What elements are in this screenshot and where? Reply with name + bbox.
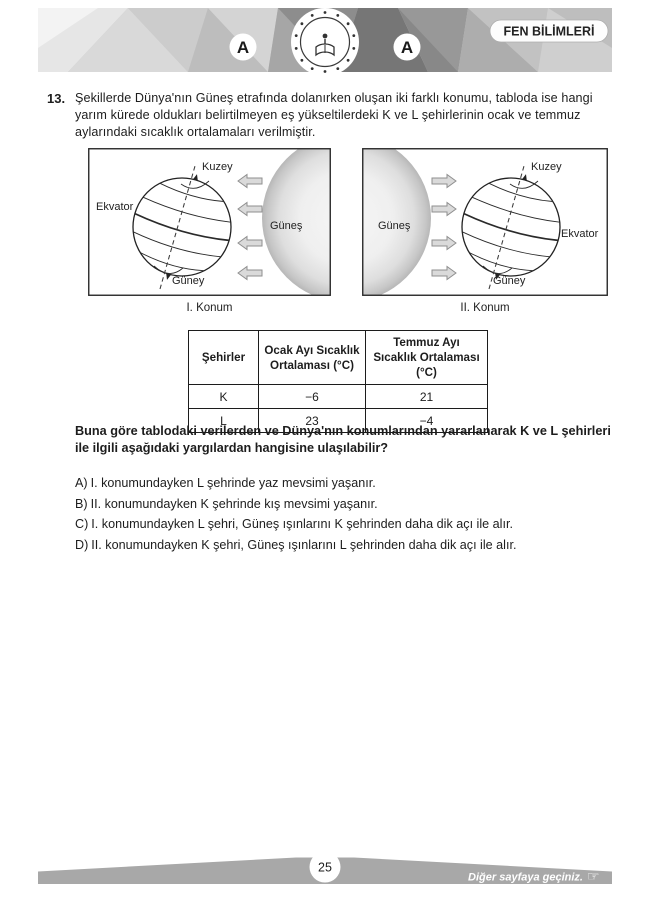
page-number: 25: [318, 860, 332, 875]
pointing-hand-icon: ☞: [587, 868, 600, 884]
question-stem: Buna göre tablodaki verilerden ve Dünya'nın konumlarından yararlanarak K ve L şehirleri ile ilgili aşağıdaki yargılardan hangisine ulaşılabilir?: [75, 424, 611, 456]
option-d-text: II. konumundayken K şehri, Güneş ışınlarını L şehrinden daha dik açı ile alır.: [91, 537, 517, 552]
question-intro-text: Şekillerde Dünya'nın Güneş etrafında dolanırken oluşan iki farklı konumu, tabloda ise hangi yarım kürede oldukları belirtilmeyen eş yükseltilerdeki K ve L şehirlerinin ocak ve temmuz aylarındaki sıcaklık ortalamaları verilmiştir.: [75, 91, 593, 139]
option-c: [75, 514, 615, 535]
col-header-january: Ocak Ayı Sıcaklık Ortalaması (°C): [259, 331, 366, 385]
options-list: [75, 473, 615, 555]
figure-konum-2: [362, 148, 608, 314]
option-c-label: C): [75, 517, 89, 531]
subject-badge-text: FEN BİLİMLERİ: [503, 24, 595, 39]
city-l-january: 23: [259, 409, 366, 433]
option-c-text: I. konumundayken L şehri, Güneş ışınlarını K şehrinden daha dik açı ile alır.: [91, 517, 513, 531]
question-number: 13.: [47, 91, 66, 106]
city-k-january: −6: [259, 385, 366, 409]
city-l-cell: L: [189, 409, 259, 433]
figure-1-caption: I. Konum: [186, 302, 233, 314]
option-b: [75, 494, 615, 515]
south-label: Güney: [493, 275, 526, 287]
next-page-text: Diğer sayfaya geçiniz.: [468, 871, 583, 884]
table-row: [189, 385, 488, 409]
booklet-letter-left: [230, 34, 257, 61]
header-band: [38, 8, 612, 80]
option-a-label: A): [75, 476, 88, 490]
option-b-label: B): [75, 496, 88, 511]
col-header-july: Temmuz Ayı Sıcaklık Ortalaması (°C): [366, 331, 488, 385]
booklet-letter-right: [394, 34, 421, 61]
option-d: [75, 535, 615, 556]
option-a: [75, 473, 615, 494]
figure-konum-1: [88, 148, 331, 314]
equator-label: Ekvator: [561, 228, 599, 240]
option-d-label: D): [75, 537, 89, 552]
earth-sun-diagram-2: [362, 148, 608, 296]
col-header-cities: Şehirler: [189, 331, 259, 385]
ministry-emblem-icon: [291, 8, 359, 76]
temperature-table: [188, 330, 488, 433]
north-label: Kuzey: [531, 161, 562, 173]
sun-label: Güneş: [378, 220, 411, 232]
subject-badge: [490, 20, 608, 42]
equator-label: Ekvator: [96, 201, 134, 213]
figure-2-caption: II. Konum: [460, 302, 510, 314]
south-label: Güney: [172, 275, 205, 287]
city-l-july: −4: [366, 409, 488, 433]
sun-label: Güneş: [270, 220, 303, 232]
page-footer: [0, 848, 650, 910]
option-a-text: I. konumundayken L şehrinde yaz mevsimi yaşanır.: [90, 476, 376, 490]
north-label: Kuzey: [202, 161, 233, 173]
booklet-letter-left-text: A: [236, 38, 250, 57]
option-b-text: II. konumundayken K şehrinde kış mevsimi yaşanır.: [90, 496, 378, 511]
earth-sun-diagram-1: [88, 148, 331, 296]
city-k-cell: K: [189, 385, 259, 409]
booklet-letter-right-text: A: [400, 38, 414, 57]
table-header-row: [189, 331, 488, 385]
figures-row: [88, 148, 608, 314]
question-block: [47, 90, 613, 141]
city-k-july: 21: [366, 385, 488, 409]
